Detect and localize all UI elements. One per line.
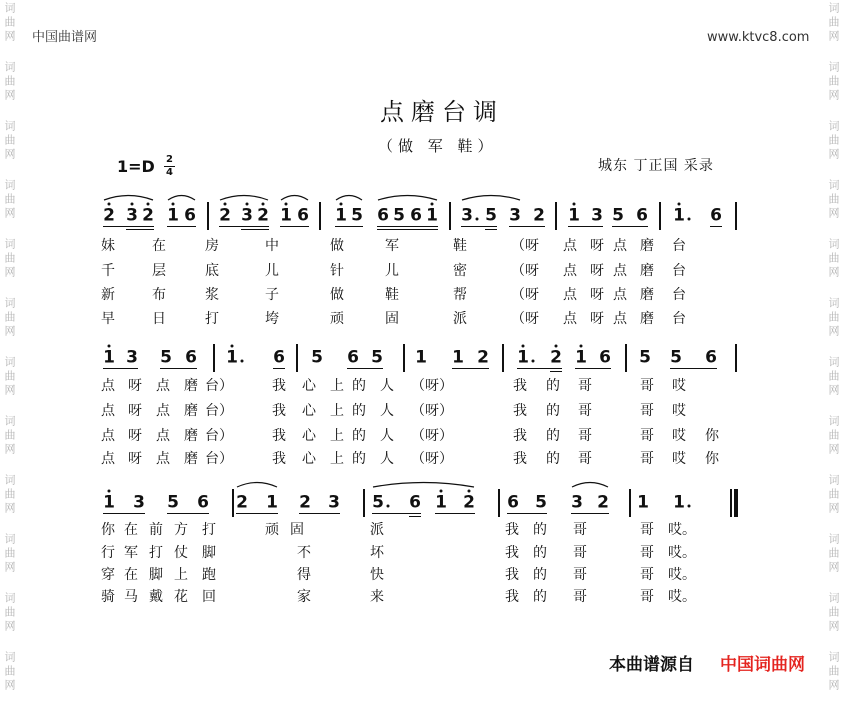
lyric-syllable: 早 (101, 311, 115, 327)
lyric-syllable: 底 (205, 263, 219, 279)
note: 2 (550, 347, 562, 368)
watermark-text: 词曲网 (3, 179, 16, 221)
note: 1 (673, 205, 685, 226)
lyric-syllable: 磨 (640, 311, 654, 327)
watermark-text: 词曲网 (3, 651, 16, 693)
slur (281, 196, 308, 201)
lyric-syllable: 做 (330, 238, 344, 254)
lyric-syllable: 磨 (184, 451, 198, 467)
slur (572, 483, 608, 488)
lyric-syllable: 上 (330, 428, 344, 444)
watermark-text: 词曲网 (3, 120, 16, 162)
slur (373, 483, 474, 488)
note: 5 (351, 205, 363, 226)
lyric-syllable: 哎 (672, 403, 686, 419)
lyric-syllable: 在 (124, 567, 138, 583)
lyric-syllable: 儿 (385, 263, 399, 279)
lyric-syllable: 千 (101, 263, 115, 279)
transcriber-credit: 城东 丁正国 采录 (598, 158, 714, 174)
lyric-syllable: 中 (265, 238, 279, 254)
lyric-syllable: 的 (352, 403, 366, 419)
note: 3 (328, 492, 340, 513)
watermark-text: 词曲网 (827, 297, 840, 339)
song-title: 点磨台调 (380, 98, 504, 126)
lyric-syllable: 呀 (128, 378, 142, 394)
lyric-syllable: 哥 (578, 378, 592, 394)
lyric-syllable: 台 (672, 238, 686, 254)
lyric-syllable: 打 (149, 545, 163, 561)
note: 3 (571, 492, 583, 513)
lyric-syllable: 我 (513, 428, 527, 444)
note: 5 (167, 492, 179, 513)
lyric-syllable: 前 (149, 522, 163, 538)
note: 3 (509, 205, 521, 226)
lyric-syllable: 固 (290, 522, 304, 538)
note: 2 (103, 205, 115, 226)
lyric-syllable: 穿 (101, 567, 115, 583)
lyric-syllable: （呀） (411, 428, 453, 444)
lyric-syllable: 派 (370, 522, 384, 538)
lyric-syllable: 在 (124, 522, 138, 538)
lyric-syllable: 打 (202, 522, 216, 538)
lyric-syllable: 我 (272, 428, 286, 444)
lyric-syllable: 呀 (590, 263, 604, 279)
watermark-text: 词曲网 (827, 356, 840, 398)
note: 2 (477, 347, 489, 368)
lyric-syllable: 上 (330, 403, 344, 419)
lyric-syllable: 层 (152, 263, 166, 279)
lyric-syllable: 心 (302, 451, 316, 467)
lyric-syllable: 坏 (370, 545, 384, 561)
lyric-syllable: 哥 (573, 522, 587, 538)
lyric-syllable: 哥 (640, 378, 654, 394)
note: 3 (133, 492, 145, 513)
lyric-syllable: 点 (613, 287, 627, 303)
lyric-syllable: 点 (156, 428, 170, 444)
note: 5 (371, 347, 383, 368)
slur (462, 196, 520, 201)
note: 1 (575, 347, 587, 368)
lyric-syllable: 人 (380, 428, 394, 444)
note: 1 (435, 492, 447, 513)
lyric-syllable: 骑 (101, 589, 115, 605)
note: 6 (409, 492, 421, 513)
lyric-syllable: 台） (205, 403, 233, 419)
lyric-syllable: 哥 (573, 545, 587, 561)
lyric-syllable: 的 (533, 522, 547, 538)
note: 5 (311, 347, 323, 368)
lyric-syllable: 跑 (202, 567, 216, 583)
note: 1 (568, 205, 580, 226)
note: 6 (297, 205, 309, 226)
lyric-syllable: 台） (205, 451, 233, 467)
lyric-syllable: （呀 (511, 238, 539, 254)
watermark-text: 词曲网 (827, 61, 840, 103)
lyric-syllable: 打 (205, 311, 219, 327)
note: 5 (393, 205, 405, 226)
lyric-syllable: 的 (533, 545, 547, 561)
lyric-syllable: 点 (563, 311, 577, 327)
note: 6 (273, 347, 285, 368)
lyric-syllable: 点 (101, 428, 115, 444)
note: 3 (461, 205, 473, 226)
lyric-syllable: 房 (205, 238, 219, 254)
watermark-text: 词曲网 (3, 2, 16, 44)
lyric-syllable: 我 (513, 403, 527, 419)
lyric-syllable: 心 (302, 403, 316, 419)
lyric-syllable: 我 (272, 451, 286, 467)
lyric-syllable: 点 (156, 378, 170, 394)
lyric-syllable: 哥 (640, 545, 654, 561)
note: 1 (226, 347, 238, 368)
note: 1 (103, 492, 115, 513)
lyric-syllable: 台 (672, 263, 686, 279)
lyric-syllable: 上 (330, 451, 344, 467)
lyric-syllable: 人 (380, 378, 394, 394)
lyric-syllable: 快 (370, 567, 384, 583)
watermark-text: 词曲网 (3, 533, 16, 575)
lyric-syllable: 我 (505, 522, 519, 538)
lyric-syllable: 的 (546, 428, 560, 444)
lyric-syllable: 点 (101, 403, 115, 419)
lyric-syllable: 磨 (184, 428, 198, 444)
lyric-syllable: 哎。 (668, 567, 696, 583)
lyric-syllable: 磨 (640, 287, 654, 303)
lyric-syllable: 点 (101, 451, 115, 467)
lyric-syllable: （呀 (511, 263, 539, 279)
slur (378, 196, 437, 201)
lyric-syllable: 子 (265, 287, 279, 303)
lyric-syllable: 的 (546, 378, 560, 394)
lyric-syllable: 点 (613, 311, 627, 327)
lyric-syllable: 固 (385, 311, 399, 327)
lyric-syllable: 鞋 (385, 287, 399, 303)
lyric-syllable: 我 (272, 403, 286, 419)
note: 3 (126, 347, 138, 368)
watermark-text: 词曲网 (827, 592, 840, 634)
note: 5 (372, 492, 384, 513)
watermark-text: 词曲网 (827, 238, 840, 280)
lyric-syllable: （呀） (411, 403, 453, 419)
lyric-syllable: 在 (152, 238, 166, 254)
lyric-syllable: 哎。 (668, 545, 696, 561)
watermark-text: 词曲网 (827, 179, 840, 221)
lyric-syllable: 的 (546, 403, 560, 419)
lyric-syllable: 日 (152, 311, 166, 327)
lyric-syllable: 回 (202, 589, 216, 605)
note: 1 (280, 205, 292, 226)
lyric-syllable: 点 (563, 238, 577, 254)
lyric-syllable: 浆 (205, 287, 219, 303)
lyric-syllable: 人 (380, 403, 394, 419)
note: 6 (636, 205, 648, 226)
lyric-syllable: 哥 (640, 567, 654, 583)
lyric-syllable: 呀 (590, 311, 604, 327)
note: 6 (507, 492, 519, 513)
lyric-syllable: 的 (533, 589, 547, 605)
lyric-syllable: 家 (297, 589, 311, 605)
site-name-header: 中国曲谱网 (32, 30, 98, 45)
lyric-syllable: 顽 (330, 311, 344, 327)
watermark-text: 词曲网 (827, 533, 840, 575)
lyric-syllable: 仗 (174, 545, 188, 561)
note: 6 (347, 347, 359, 368)
watermark-text: 词曲网 (827, 415, 840, 457)
note: 1 (335, 205, 347, 226)
watermark-text: 词曲网 (3, 238, 16, 280)
key-signature: 1=D (117, 157, 155, 176)
lyric-syllable: 针 (330, 263, 344, 279)
lyric-syllable: 妹 (101, 238, 115, 254)
watermark-text: 词曲网 (3, 474, 16, 516)
lyric-syllable: 磨 (640, 263, 654, 279)
lyric-syllable: 磨 (184, 403, 198, 419)
note: 2 (463, 492, 475, 513)
note: 3 (591, 205, 603, 226)
note: 6 (710, 205, 722, 226)
note: 2 (257, 205, 269, 226)
lyric-syllable: 你 (101, 522, 115, 538)
lyric-syllable: 哥 (640, 403, 654, 419)
lyric-syllable: 上 (174, 567, 188, 583)
note: 5 (485, 205, 497, 226)
lyric-syllable: 脚 (149, 567, 163, 583)
note: 3 (241, 205, 253, 226)
lyric-syllable: 我 (513, 451, 527, 467)
site-url-header: www.ktvc8.com (707, 30, 810, 45)
source-label: 本曲谱源自 (609, 655, 694, 675)
watermark-text: 词曲网 (3, 592, 16, 634)
note: 6 (185, 347, 197, 368)
note: 1 (266, 492, 278, 513)
lyric-syllable: 磨 (640, 238, 654, 254)
note: 2 (142, 205, 154, 226)
note: 3 (126, 205, 138, 226)
note: 2 (236, 492, 248, 513)
note: 2 (597, 492, 609, 513)
lyric-syllable: 哎。 (668, 522, 696, 538)
lyric-syllable: 脚 (202, 545, 216, 561)
lyric-syllable: 你 (705, 428, 719, 444)
lyric-syllable: （呀 (511, 287, 539, 303)
lyric-syllable: 哥 (578, 451, 592, 467)
lyric-syllable: 台） (205, 378, 233, 394)
slur (104, 196, 153, 201)
note: 5 (160, 347, 172, 368)
lyric-syllable: 派 (453, 311, 467, 327)
lyric-syllable: 呀 (128, 451, 142, 467)
slur (168, 196, 195, 201)
lyric-syllable: 点 (156, 451, 170, 467)
note: 2 (299, 492, 311, 513)
note: 1 (167, 205, 179, 226)
note: 1 (415, 347, 427, 368)
lyric-syllable: 密 (453, 263, 467, 279)
lyric-syllable: 布 (152, 287, 166, 303)
lyric-syllable: 呀 (128, 428, 142, 444)
time-signature-bottom: 4 (166, 167, 173, 178)
lyric-syllable: 做 (330, 287, 344, 303)
lyric-syllable: 哎 (672, 451, 686, 467)
lyric-syllable: 垮 (265, 311, 279, 327)
watermark-text: 词曲网 (3, 61, 16, 103)
note: 1 (426, 205, 438, 226)
lyric-syllable: 心 (302, 378, 316, 394)
note: 6 (410, 205, 422, 226)
lyric-syllable: 上 (330, 378, 344, 394)
note: 6 (599, 347, 611, 368)
lyric-syllable: 哥 (578, 428, 592, 444)
watermark-text: 词曲网 (3, 415, 16, 457)
source-site-name: 中国词曲网 (720, 655, 805, 675)
lyric-syllable: 台 (672, 287, 686, 303)
watermark-text: 词曲网 (3, 297, 16, 339)
lyric-syllable: 点 (613, 238, 627, 254)
note: 2 (533, 205, 545, 226)
note: 1 (637, 492, 649, 513)
lyric-syllable: 哥 (573, 567, 587, 583)
watermark-text: 词曲网 (827, 474, 840, 516)
note: 1 (517, 347, 529, 368)
lyric-syllable: 点 (101, 378, 115, 394)
note: 2 (219, 205, 231, 226)
lyric-syllable: 顽 (265, 522, 279, 538)
lyric-syllable: 帮 (453, 287, 467, 303)
lyric-syllable: 人 (380, 451, 394, 467)
lyric-syllable: 的 (546, 451, 560, 467)
note: 1 (103, 347, 115, 368)
lyric-syllable: 的 (533, 567, 547, 583)
lyric-syllable: 哥 (640, 451, 654, 467)
lyric-syllable: 哥 (578, 403, 592, 419)
lyric-syllable: （呀） (411, 378, 453, 394)
note: 1 (673, 492, 685, 513)
slur (237, 483, 277, 488)
lyric-syllable: 点 (563, 287, 577, 303)
lyric-syllable: 心 (302, 428, 316, 444)
lyric-syllable: 哎 (672, 378, 686, 394)
slur (336, 196, 362, 201)
lyric-syllable: 台） (205, 428, 233, 444)
watermark-text: 词曲网 (827, 2, 840, 44)
lyric-syllable: 我 (513, 378, 527, 394)
lyric-syllable: 呀 (128, 403, 142, 419)
lyric-syllable: 我 (505, 567, 519, 583)
note: 5 (670, 347, 682, 368)
lyric-syllable: 哥 (573, 589, 587, 605)
lyric-syllable: 我 (505, 545, 519, 561)
lyric-syllable: 不 (297, 545, 311, 561)
lyric-syllable: 花 (174, 589, 188, 605)
lyric-syllable: 哥 (640, 522, 654, 538)
lyric-syllable: 军 (385, 238, 399, 254)
lyric-syllable: 儿 (265, 263, 279, 279)
note: 5 (612, 205, 624, 226)
lyric-syllable: 哥 (640, 428, 654, 444)
lyric-syllable: 点 (613, 263, 627, 279)
note: 6 (377, 205, 389, 226)
lyric-syllable: 行 (101, 545, 115, 561)
lyric-syllable: 哎 (672, 428, 686, 444)
lyric-syllable: （呀） (411, 451, 453, 467)
song-subtitle: （做 军 鞋） (378, 137, 498, 155)
lyric-syllable: 点 (156, 403, 170, 419)
lyric-syllable: 呀 (590, 238, 604, 254)
lyric-syllable: 鞋 (453, 238, 467, 254)
lyric-syllable: 新 (101, 287, 115, 303)
slur (220, 196, 268, 201)
watermark-text: 词曲网 (3, 356, 16, 398)
lyric-syllable: 军 (124, 545, 138, 561)
watermark-text: 词曲网 (827, 120, 840, 162)
note: 6 (184, 205, 196, 226)
lyric-syllable: 你 (705, 451, 719, 467)
watermark-text: 词曲网 (827, 651, 840, 693)
lyric-syllable: 我 (505, 589, 519, 605)
note: 5 (639, 347, 651, 368)
note: 5 (535, 492, 547, 513)
note: 6 (705, 347, 717, 368)
lyric-syllable: 哥 (640, 589, 654, 605)
lyric-syllable: 点 (563, 263, 577, 279)
lyric-syllable: （呀 (511, 311, 539, 327)
lyric-syllable: 来 (370, 589, 384, 605)
time-signature-top: 2 (166, 154, 173, 165)
note: 1 (452, 347, 464, 368)
lyric-syllable: 呀 (590, 287, 604, 303)
lyric-syllable: 的 (352, 451, 366, 467)
lyric-syllable: 的 (352, 378, 366, 394)
lyric-syllable: 马 (124, 589, 138, 605)
lyric-syllable: 的 (352, 428, 366, 444)
lyric-syllable: 磨 (184, 378, 198, 394)
lyric-syllable: 哎。 (668, 589, 696, 605)
lyric-syllable: 台 (672, 311, 686, 327)
note: 6 (197, 492, 209, 513)
lyric-syllable: 我 (272, 378, 286, 394)
lyric-syllable: 方 (174, 522, 188, 538)
lyric-syllable: 戴 (149, 589, 163, 605)
lyric-syllable: 得 (297, 567, 311, 583)
